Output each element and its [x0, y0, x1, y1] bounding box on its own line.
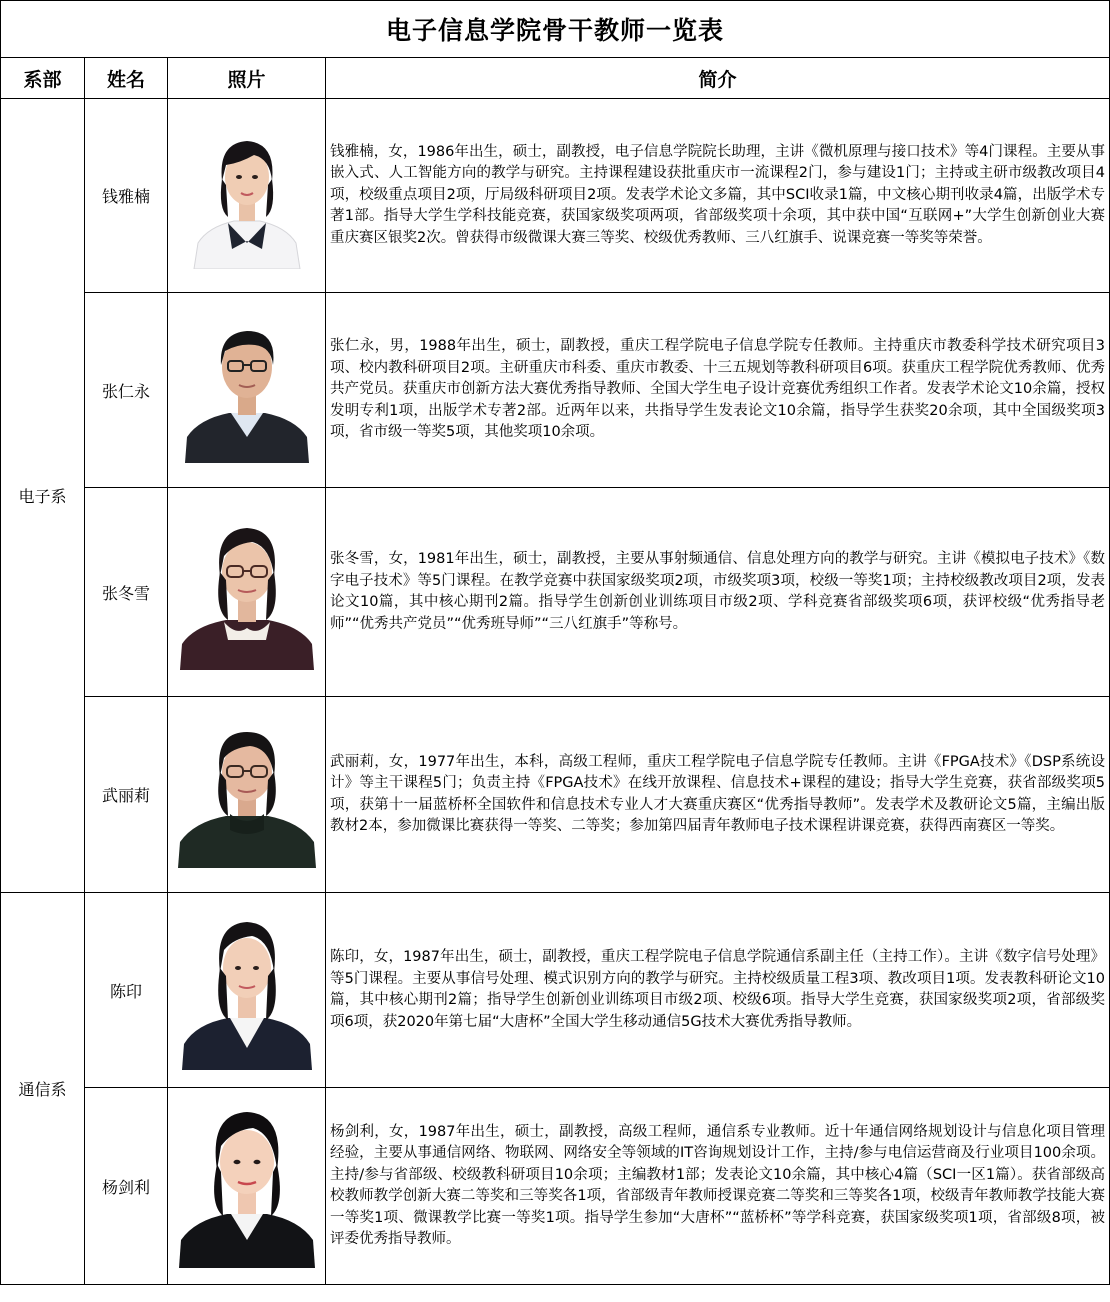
teacher-bio: 张仁永，男，1988年出生，硕士，副教授，重庆工程学院电子信息学院专任教师。主持重庆市教委科学技术研究项目3项、校内教科研项目2项。主研重庆市科委、重庆市教委、十三五规划等教科研项目6项。获重庆工程学院优秀教师、优秀共产党员。获重庆市创新方法大赛优秀指导教师、全国大学生电子设计竞赛优秀组织工作者。发表学术论文10余篇，授权发明专利1项，出版学术专著2部。近两年以来，共指导学生发表论文10余篇，指导学生获奖20余项，其中全国级奖项3项，省市级一等奖5项，其他奖项10余项。 — [326, 293, 1110, 488]
teacher-portrait — [185, 313, 309, 463]
header-department: 系部 — [1, 58, 85, 99]
teacher-bio: 陈印，女，1987年出生，硕士，副教授，重庆工程学院电子信息学院通信系副主任（主持工作）。主讲《数字信号处理》等5门课程。主要从事信号处理、模式识别方向的教学与研究。主持校级质量工程3项、教改项目1项。发表教科研论文10篇，其中核心期刊2篇；指导学生创新创业训练项目市级2项、校级6项。指导大学生竞赛，获国家级奖项2项，省部级奖项6项，获2020年第七届“大唐杯”全国大学生移动通信5G技术大赛优秀指导教师。 — [326, 893, 1110, 1088]
photo-cell — [168, 697, 326, 893]
teacher-portrait — [188, 119, 306, 269]
teacher-name: 武丽莉 — [85, 697, 168, 893]
table-row — [1, 1088, 1110, 1285]
photo-cell — [168, 893, 326, 1088]
photo-cell — [168, 99, 326, 293]
table-row — [1, 697, 1110, 893]
teacher-name: 张冬雪 — [85, 488, 168, 697]
teacher-portrait — [178, 718, 316, 868]
table-row — [1, 293, 1110, 488]
teacher-name: 钱雅楠 — [85, 99, 168, 293]
teacher-name: 张仁永 — [85, 293, 168, 488]
teacher-bio: 杨剑利，女，1987年出生，硕士，副教授，高级工程师，通信系专业教师。近十年通信网络规划设计与信息化项目管理经验，主要从事通信网络、物联网、网络安全等领域的IT咨询规划设计工作，主持/参与电信运营商及行业项目100余项。主持/参与省部级、校级教科研项目10余项；主编教材1部；发表论文10余篇，其中核心4篇（SCI一区1篇）。获省部级高校教师教学创新大赛二等奖和三等奖各1项，省部级青年教师授课竞赛二等奖和三等奖各1项，校级青年教师教学技能大赛一等奖1项、微课教学比赛一等奖1项。指导学生参加“大唐杯”“蓝桥杯”等学科竞赛，获国家级奖项1项，省部级8项，被评委优秀指导教师。 — [326, 1088, 1110, 1285]
header-bio: 简介 — [326, 58, 1110, 99]
teacher-bio: 张冬雪，女，1981年出生，硕士，副教授，主要从事射频通信、信息处理方向的教学与研究。主讲《模拟电子技术》《数字电子技术》等5门课程。在教学竞赛中获国家级奖项2项，市级奖项3项，校级一等奖1项；主持校级教改项目2项，发表论文10篇，其中核心期刊2篇。指导学生创新创业训练项目市级2项、学科竞赛省部级奖项6项，获评校级“优秀指导老师”“优秀共产党员”“优秀班导师”“三八红旗手”等称号。 — [326, 488, 1110, 697]
department-communications: 通信系 — [1, 893, 85, 1285]
teacher-portrait — [179, 1100, 315, 1268]
teacher-bio: 武丽莉，女，1977年出生，本科，高级工程师，重庆工程学院电子信息学院专任教师。主讲《FPGA技术》《DSP系统设计》等主干课程5门；负责主持《FPGA技术》在线开放课程、信息技术+课程的建设；指导大学生竞赛，获省部级奖项5项，获第十一届蓝桥杯全国软件和信息技术专业人才大赛重庆赛区“优秀指导教师”。发表学术及教研论文5篇，主编出版教材2本，参加微课比赛获得一等奖、二等奖；参加第四届青年教师电子技术课程讲课竞赛，获得西南赛区一等奖。 — [326, 697, 1110, 893]
table-row — [1, 488, 1110, 697]
table-title: 电子信息学院骨干教师一览表 — [1, 1, 1110, 58]
teacher-name: 杨剑利 — [85, 1088, 168, 1285]
table-row — [1, 99, 1110, 293]
header-photo: 照片 — [168, 58, 326, 99]
photo-cell — [168, 1088, 326, 1285]
teacher-portrait — [180, 510, 314, 670]
teacher-name: 陈印 — [85, 893, 168, 1088]
photo-cell — [168, 293, 326, 488]
header-name: 姓名 — [85, 58, 168, 99]
teacher-bio: 钱雅楠，女，1986年出生，硕士，副教授，电子信息学院院长助理，主讲《微机原理与接口技术》等4门课程。主要从事嵌入式、人工智能方向的教学与研究。主持课程建设获批重庆市一流课程2门，参与建设1门；主持或主研市级教改项目4项，校级重点项目2项，厅局级科研项目2项。发表学术论文多篇，其中SCI收录1篇，中文核心期刊收录4篇，出版学术专著1部。指导大学生学科技能竞赛，获国家级奖项两项，省部级奖项十余项，其中获中国“互联网+”大学生创新创业大赛重庆赛区银奖2次。曾获得市级微课大赛三等奖、校级优秀教师、三八红旗手、说课竞赛一等奖等荣誉。 — [326, 99, 1110, 293]
photo-cell — [168, 488, 326, 697]
department-electronics: 电子系 — [1, 99, 85, 893]
table-row — [1, 893, 1110, 1088]
teacher-portrait — [182, 906, 312, 1070]
